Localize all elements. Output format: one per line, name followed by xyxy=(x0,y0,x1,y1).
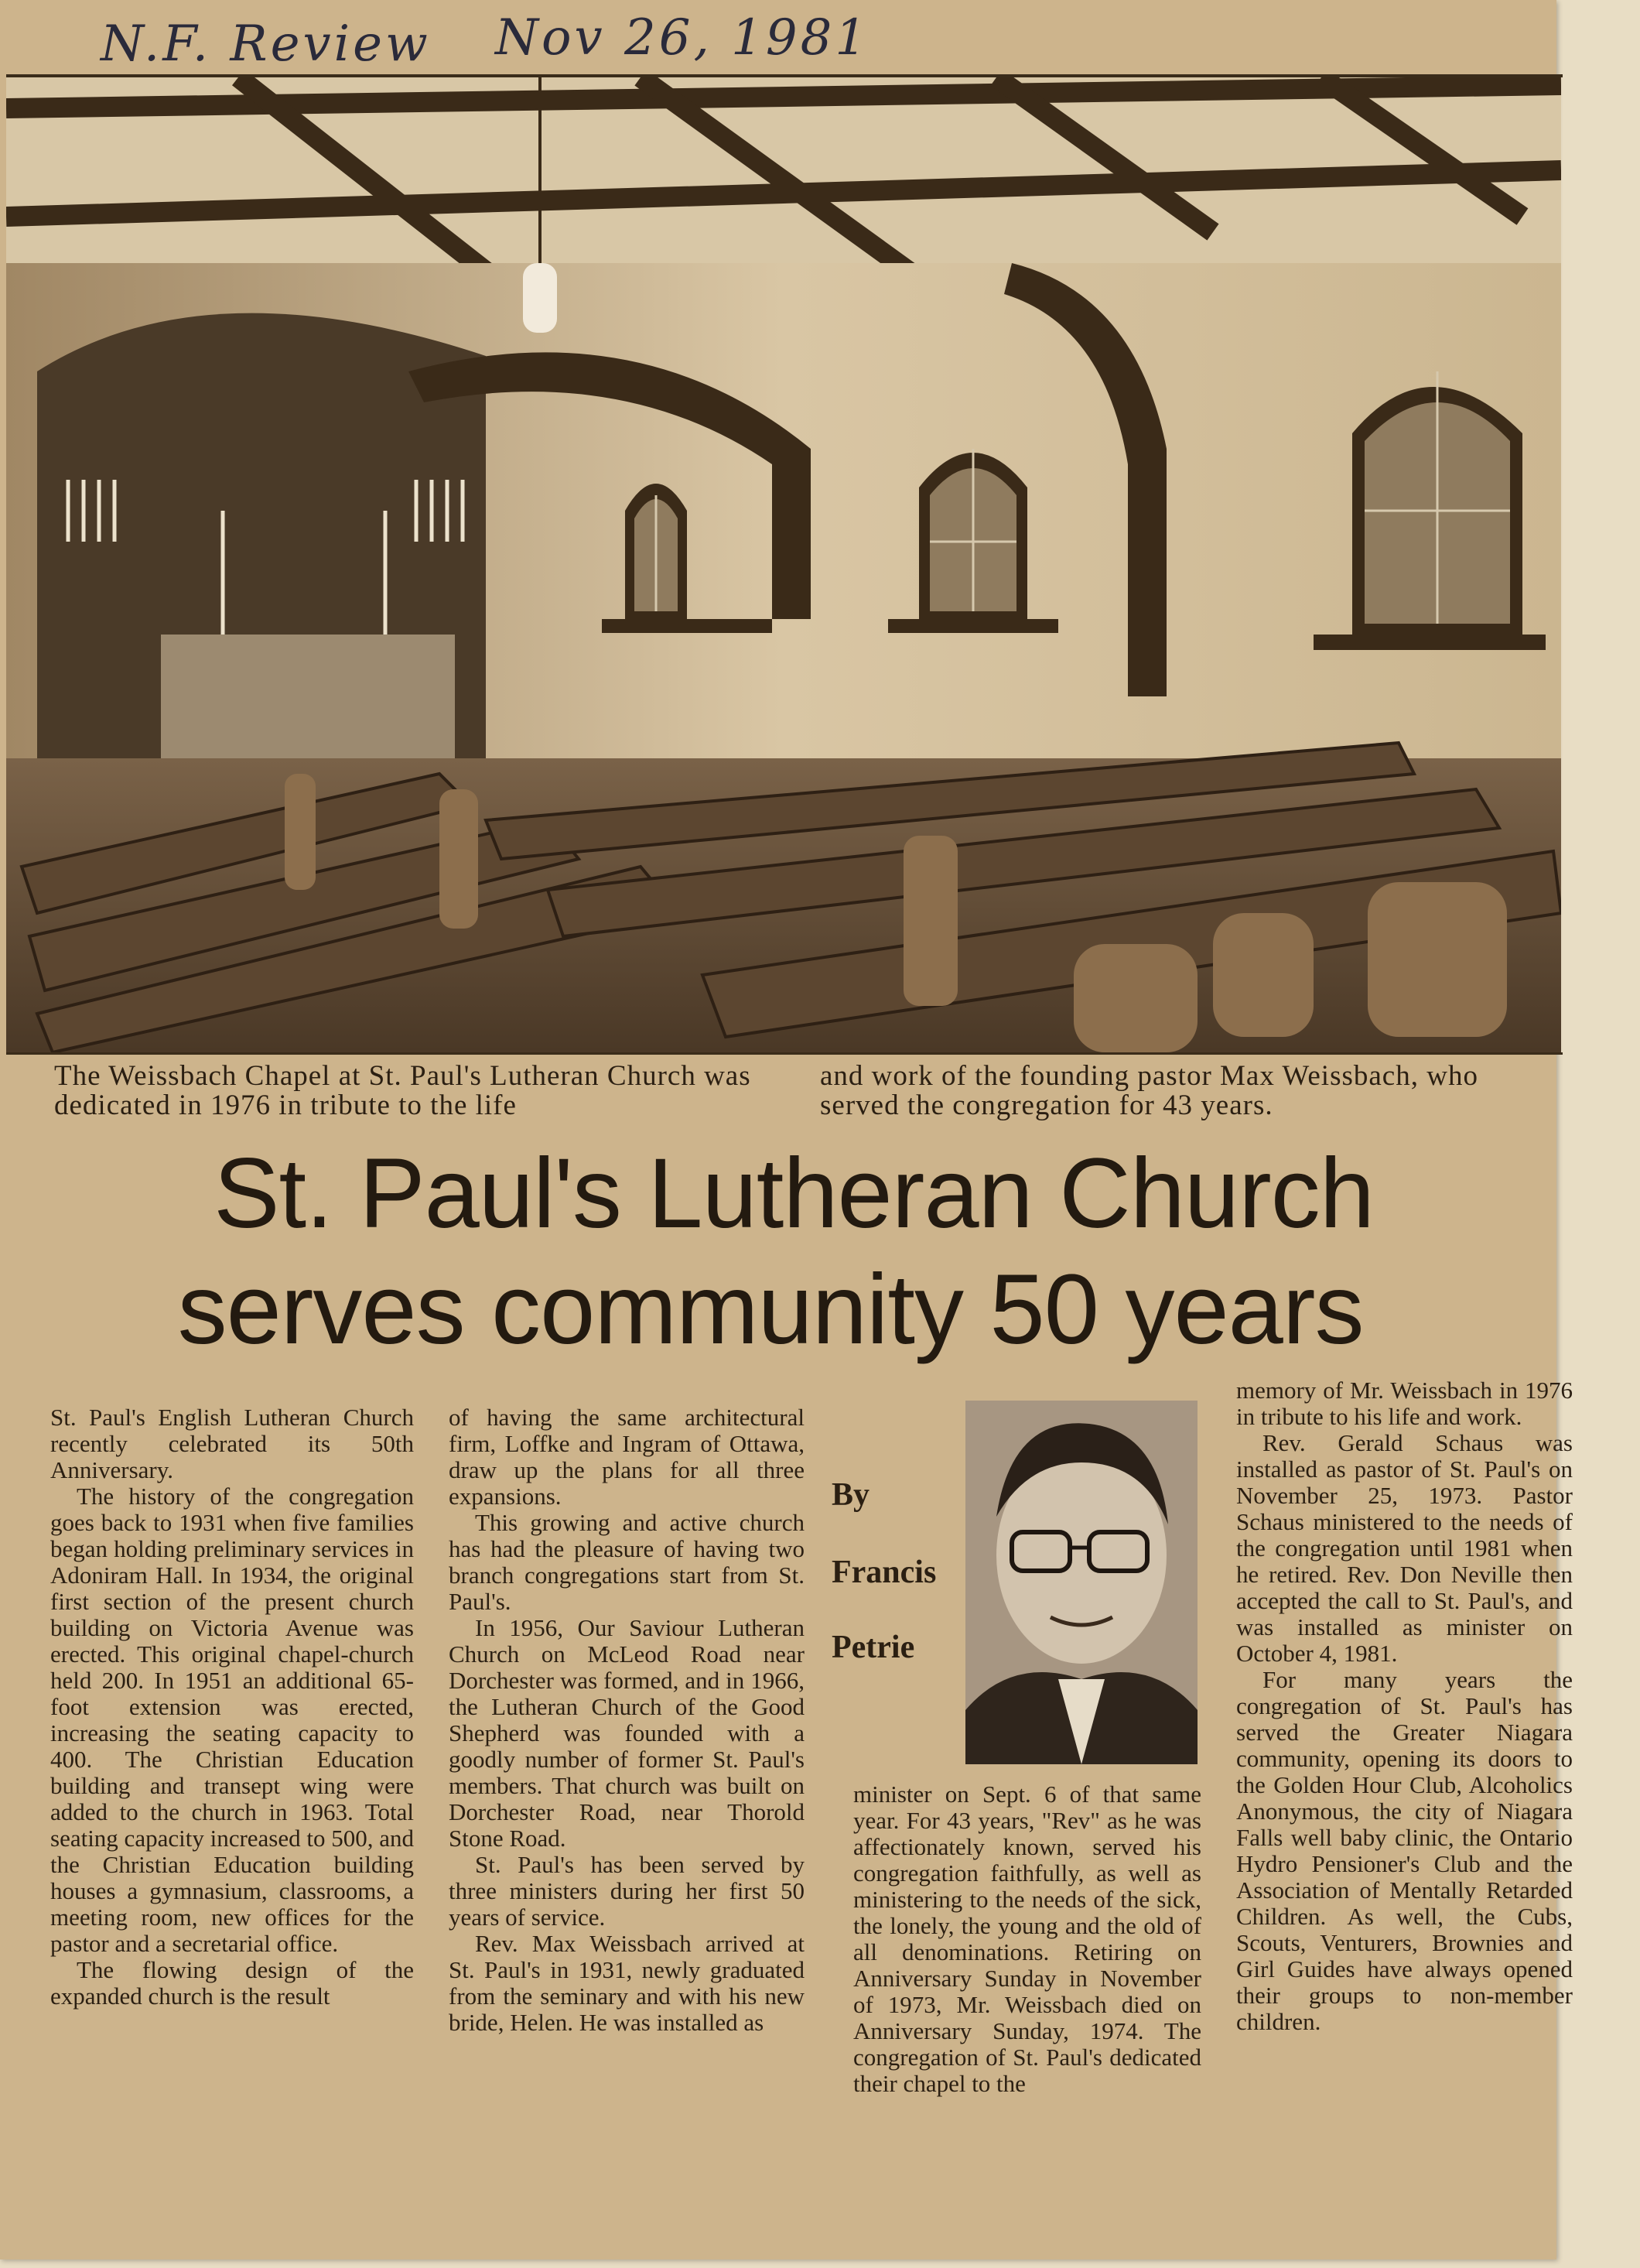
chapel-photo xyxy=(6,77,1561,1052)
article-column-4 xyxy=(1236,1377,1573,2035)
portrait-illustration xyxy=(965,1401,1198,1764)
article-paragraph: The history of the congregation goes back to 1931 when five families began holding preliminary services in Adoniram Hall. In 1934, the original first section of the present church building on Victoria Avenue was erected. This original chapel-church held 200. In 1951 an additional 65-foot extension was erected, increasing the seating capacity to 400. The Christian Education building and transept wing were added to the church in 1963. Total seating capacity increased to 500, and the Christian Education building houses a gymnasium, classrooms, a meeting room, new offices for the pastor and a secretarial office. xyxy=(50,1483,414,1957)
article-paragraph: minister on Sept. 6 of that same year. For 43 years, "Rev" as he was affectionately known, served his congregation faithfully, as well as ministering to the needs of the sick, the lonely, the young and the old of all denominations. Retiring on Anniversary Sunday in November of 1973, Mr. Weissbach died on Anniversary Sunday, 1974. The congregation of St. Paul's dedicated their chapel to the xyxy=(853,1781,1201,2097)
article-paragraph: The flowing design of the expanded church is the result xyxy=(50,1956,414,2010)
article-paragraph: of having the same architectural firm, Loffke and Ingram of Ottawa, draw up the plans for all three expansions. xyxy=(449,1404,805,1510)
headline-line-1: St. Paul's Lutheran Church xyxy=(214,1138,1374,1249)
article-column-3 xyxy=(853,1781,1201,2097)
article-paragraph: St. Paul's has been served by three ministers during her first 50 years of service. xyxy=(449,1851,805,1931)
article-paragraph: Rev. Gerald Schaus was installed as pastor of St. Paul's on November 25, 1973. Pastor Schaus ministered to the needs of the congregation until 1981 when he retired. Rev. Don Neville then accepted the call to St. Paul's, and was installed as minister on October 4, 1981. xyxy=(1236,1429,1573,1667)
article-column-1 xyxy=(50,1404,414,2010)
handwritten-publication: N.F. Review xyxy=(101,15,431,73)
article-column-2 xyxy=(449,1404,805,2036)
article-paragraph: For many years the congregation of St. Paul's has served the Greater Niagara community, opening its doors to the Golden Hour Club, Alcoholics Anonymous, the city of Niagara Falls well baby clinic, the Ontario Hydro Pensioner's Club and the Association of Mentally Retarded Children. As well, the Cubs, Scouts, Venturers, Brownies and Girl Guides have always opened their groups to non-member children. xyxy=(1236,1666,1573,2035)
chapel-photo-illustration xyxy=(6,77,1561,1052)
byline-first-name: Francis xyxy=(832,1555,937,1590)
byline-last-name: Petrie xyxy=(832,1630,915,1665)
article-paragraph: memory of Mr. Weissbach in 1976 in tribute to his life and work. xyxy=(1236,1377,1573,1430)
article-paragraph: Rev. Max Weissbach arrived at St. Paul's in 1931, newly graduated from the seminary and with his new bride, Helen. He was installed as xyxy=(449,1930,805,2036)
article-paragraph: In 1956, Our Saviour Lutheran Church on McLeod Road near Dorchester was formed, and in 1966, the Lutheran Church of the Good Shepherd was founded with a goodly number of former St. Paul's members. That church was built on Dorchester Road, near Thorold Stone Road. xyxy=(449,1614,805,1852)
author-portrait xyxy=(965,1401,1198,1764)
handwritten-date: Nov 26, 1981 xyxy=(495,9,870,67)
photo-caption-left: The Weissbach Chapel at St. Paul's Lutheran Church was dedicated in 1976 in tribute to the life xyxy=(54,1060,751,1121)
photo-caption-right: and work of the founding pastor Max Weissbach, who served the congregation for 43 years. xyxy=(820,1060,1478,1121)
article-paragraph: This growing and active church has had the pleasure of having two branch congregations start from St. Paul's. xyxy=(449,1509,805,1615)
headline-line-2: serves community 50 years xyxy=(177,1254,1364,1365)
article-paragraph: St. Paul's English Lutheran Church recently celebrated its 50th Anniversary. xyxy=(50,1404,414,1483)
photo-bottom-rule xyxy=(6,1052,1563,1055)
byline-by: By xyxy=(832,1477,870,1513)
